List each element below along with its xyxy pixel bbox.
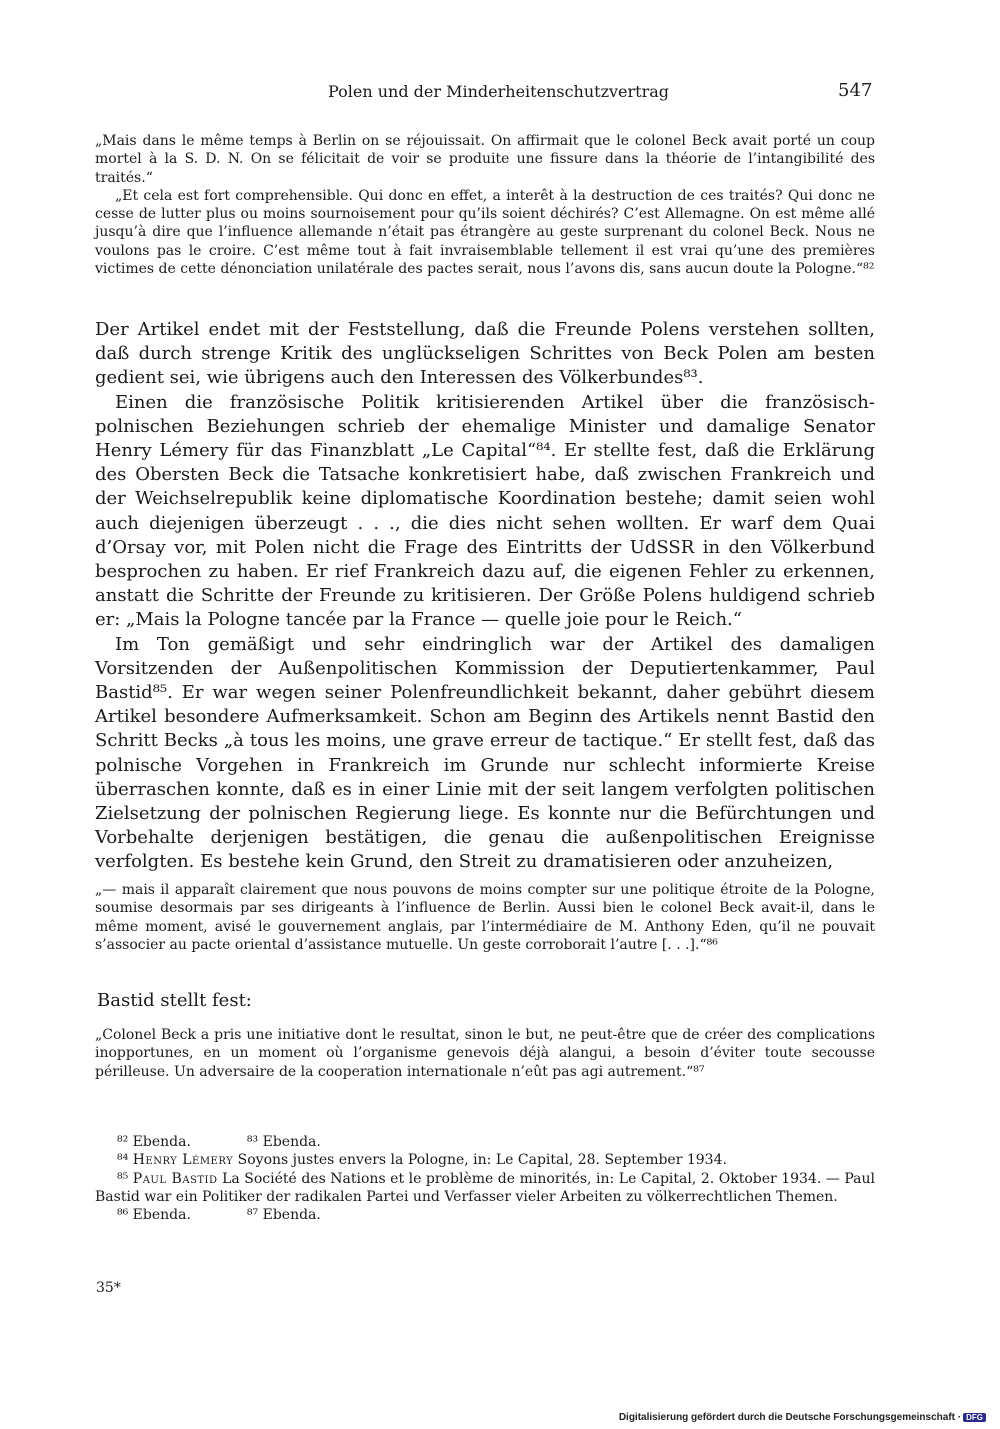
footnotes bbox=[95, 1133, 875, 1224]
section-label: Bastid stellt fest: bbox=[97, 990, 252, 1011]
block-quote-french-3 bbox=[95, 1026, 875, 1081]
body-text-main bbox=[95, 318, 875, 875]
footnote-83: ⁸³ Ebenda. bbox=[246, 1134, 321, 1150]
footnote-84 bbox=[95, 1151, 875, 1169]
printer-signature: 35* bbox=[96, 1280, 121, 1296]
footnote-82-83 bbox=[95, 1133, 875, 1151]
footnote-82: ⁸² Ebenda. bbox=[117, 1134, 191, 1150]
dfg-logo-icon: DFG bbox=[963, 1413, 986, 1422]
footnote-85 bbox=[95, 1170, 875, 1207]
footnote-author: Paul Bastid bbox=[132, 1170, 218, 1187]
block-quote-french-1 bbox=[95, 132, 875, 278]
page-header bbox=[0, 82, 1000, 106]
footnote-author: Henry Lémery bbox=[132, 1152, 234, 1169]
footnote-number: ⁸⁴ bbox=[117, 1152, 129, 1169]
body-paragraph: Im Ton gemäßigt und sehr eindringlich war der Artikel des damaligen Vorsitzenden der Außenpolitischen Kommission der Deputiertenkammer, Paul Bastid⁸⁵. Er war wegen seiner Polenfreundlichkeit bekannt, daher gebührt diesem Artikel besondere Aufmerksamkeit. Schon am Beginn des Artikels nennt Bastid den Schritt Becks „à tous les moins, une grave erreur de tactique.“ Er stellt fest, daß das polnische Vorgehen in Frankreich im Grunde nur schlecht informierte Kreise überraschen konnte, daß es in einer Linie mit der seit langem verfolgten politischen Zielsetzung der polnischen Regierung liege. Es konnte nur die Befürchtungen und Vorbehalte derjenigen bestätigen, die genau die außenpolitischen Ereignisse verfolgten. Es bestehe kein Grund, den Streit zu dramatisieren oder anzuheizen, bbox=[95, 633, 875, 873]
page-number: 547 bbox=[838, 80, 873, 101]
quote-paragraph: „— mais il apparaît clairement que nous pouvons de moins compter sur une politique étroite de la Pologne, soumise desormais par ses dirigeants à l’influence de Berlin. Aussi bien le colonel Beck avait-il, dans le même moment, avisé le gouvernement anglais, par l’intermédiaire de M. Anthony Eden, qu’il ne pouvait s’associer au pacte oriental d’assistance mutuelle. Un geste corroborait l’autre [. . .].“⁸⁶ bbox=[95, 882, 875, 953]
running-head: Polen und der Minderheitenschutzvertrag bbox=[328, 82, 670, 101]
footnote-87: ⁸⁷ Ebenda. bbox=[246, 1207, 321, 1224]
quote-paragraph: „Mais dans le même temps à Berlin on se réjouissait. On affirmait que le colonel Beck avait porté un coup mortel à la S. D. N. On se félicitait de voir se produite une fissure dans la théorie de l’intangibilité des traités.“ bbox=[95, 133, 875, 186]
footnote-86: ⁸⁶ Ebenda. bbox=[117, 1207, 191, 1224]
body-paragraph: Einen die französische Politik kritisierenden Artikel über die französisch-polnischen Beziehungen schrieb der ehemalige Minister und damalige Senator Henry Lémery für das Finanzblatt „Le Capital“⁸⁴. Er stellte fest, daß die Erklärung des Obersten Beck die Tatsache konkretisiert habe, daß zwischen Frankreich und der Weichselrepublik keine diplomatische Koordination bestehe; damit seien wohl auch diejenigen überzeugt . . ., die dies nicht sehen wollten. Er warf dem Quai d’Orsay vor, mit Polen nicht die Frage des Eintritts der UdSSR in den Völkerbund besprochen zu haben. Er rief Frankreich dazu auf, die eigenen Fehler zu erkennen, anstatt die Schritte der Freunde zu kritisieren. Der Größe Polens huldigend schrieb er: „Mais la Pologne tancée par la France — quelle joie pour le Reich.“ bbox=[95, 391, 875, 631]
body-paragraph: Der Artikel endet mit der Feststellung, daß die Freunde Polens verstehen sollten, daß durch strenge Kritik des unglückseligen Schrittes von Beck Polen am besten gedient sei, wie übrigens auch den Interessen des Völkerbundes⁸³. bbox=[95, 319, 875, 389]
footnote-text: Soyons justes envers la Pologne, in: Le Capital, 28. September 1934. bbox=[237, 1152, 727, 1169]
credit-text: Digitalisierung gefördert durch die Deutsche Forschungsgemeinschaft · bbox=[618, 1412, 962, 1423]
footnote-number: ⁸⁵ bbox=[117, 1170, 129, 1187]
quote-paragraph: „Et cela est fort comprehensible. Qui donc en effet, a interêt à la destruction de ces traités? Qui donc ne cesse de lutter plus ou moins sournoisement pour qu’ils soient déchirés? C’est Allemagne. On est même allé jusqu’à dire que l’influence allemande n’était pas étrangère au geste surprenant du colonel Beck. Nous ne voulons pas le croire. C’est même tout à fait invraisemblable tellement il est vrai qu’une des premières victimes de cette dénonciation unilatérale des pactes serait, nous l’avons dis, sans aucun doute la Pologne.“⁸² bbox=[95, 187, 875, 278]
footnote-text: La Société des Nations et le problème de minorités, in: Le Capital, 2. Oktober 1934. — Paul Bastid war ein Politiker der radikalen Partei und Verfasser vieler Arbeiten zu völkerrechtlichen Themen. bbox=[95, 1170, 876, 1205]
footnote-86-87 bbox=[95, 1206, 875, 1224]
block-quote-french-2 bbox=[95, 881, 875, 954]
quote-paragraph: „Colonel Beck a pris une initiative dont le resultat, sinon le but, ne peut-être que de créer des complications inopportunes, en un moment où l’organisme genevois déjà alangui, a besoin d’éviter toute secousse périlleuse. Un adversaire de la cooperation internationale n’eût pas agi autrement.“⁸⁷ bbox=[95, 1027, 875, 1080]
digitization-credit bbox=[619, 1412, 986, 1423]
